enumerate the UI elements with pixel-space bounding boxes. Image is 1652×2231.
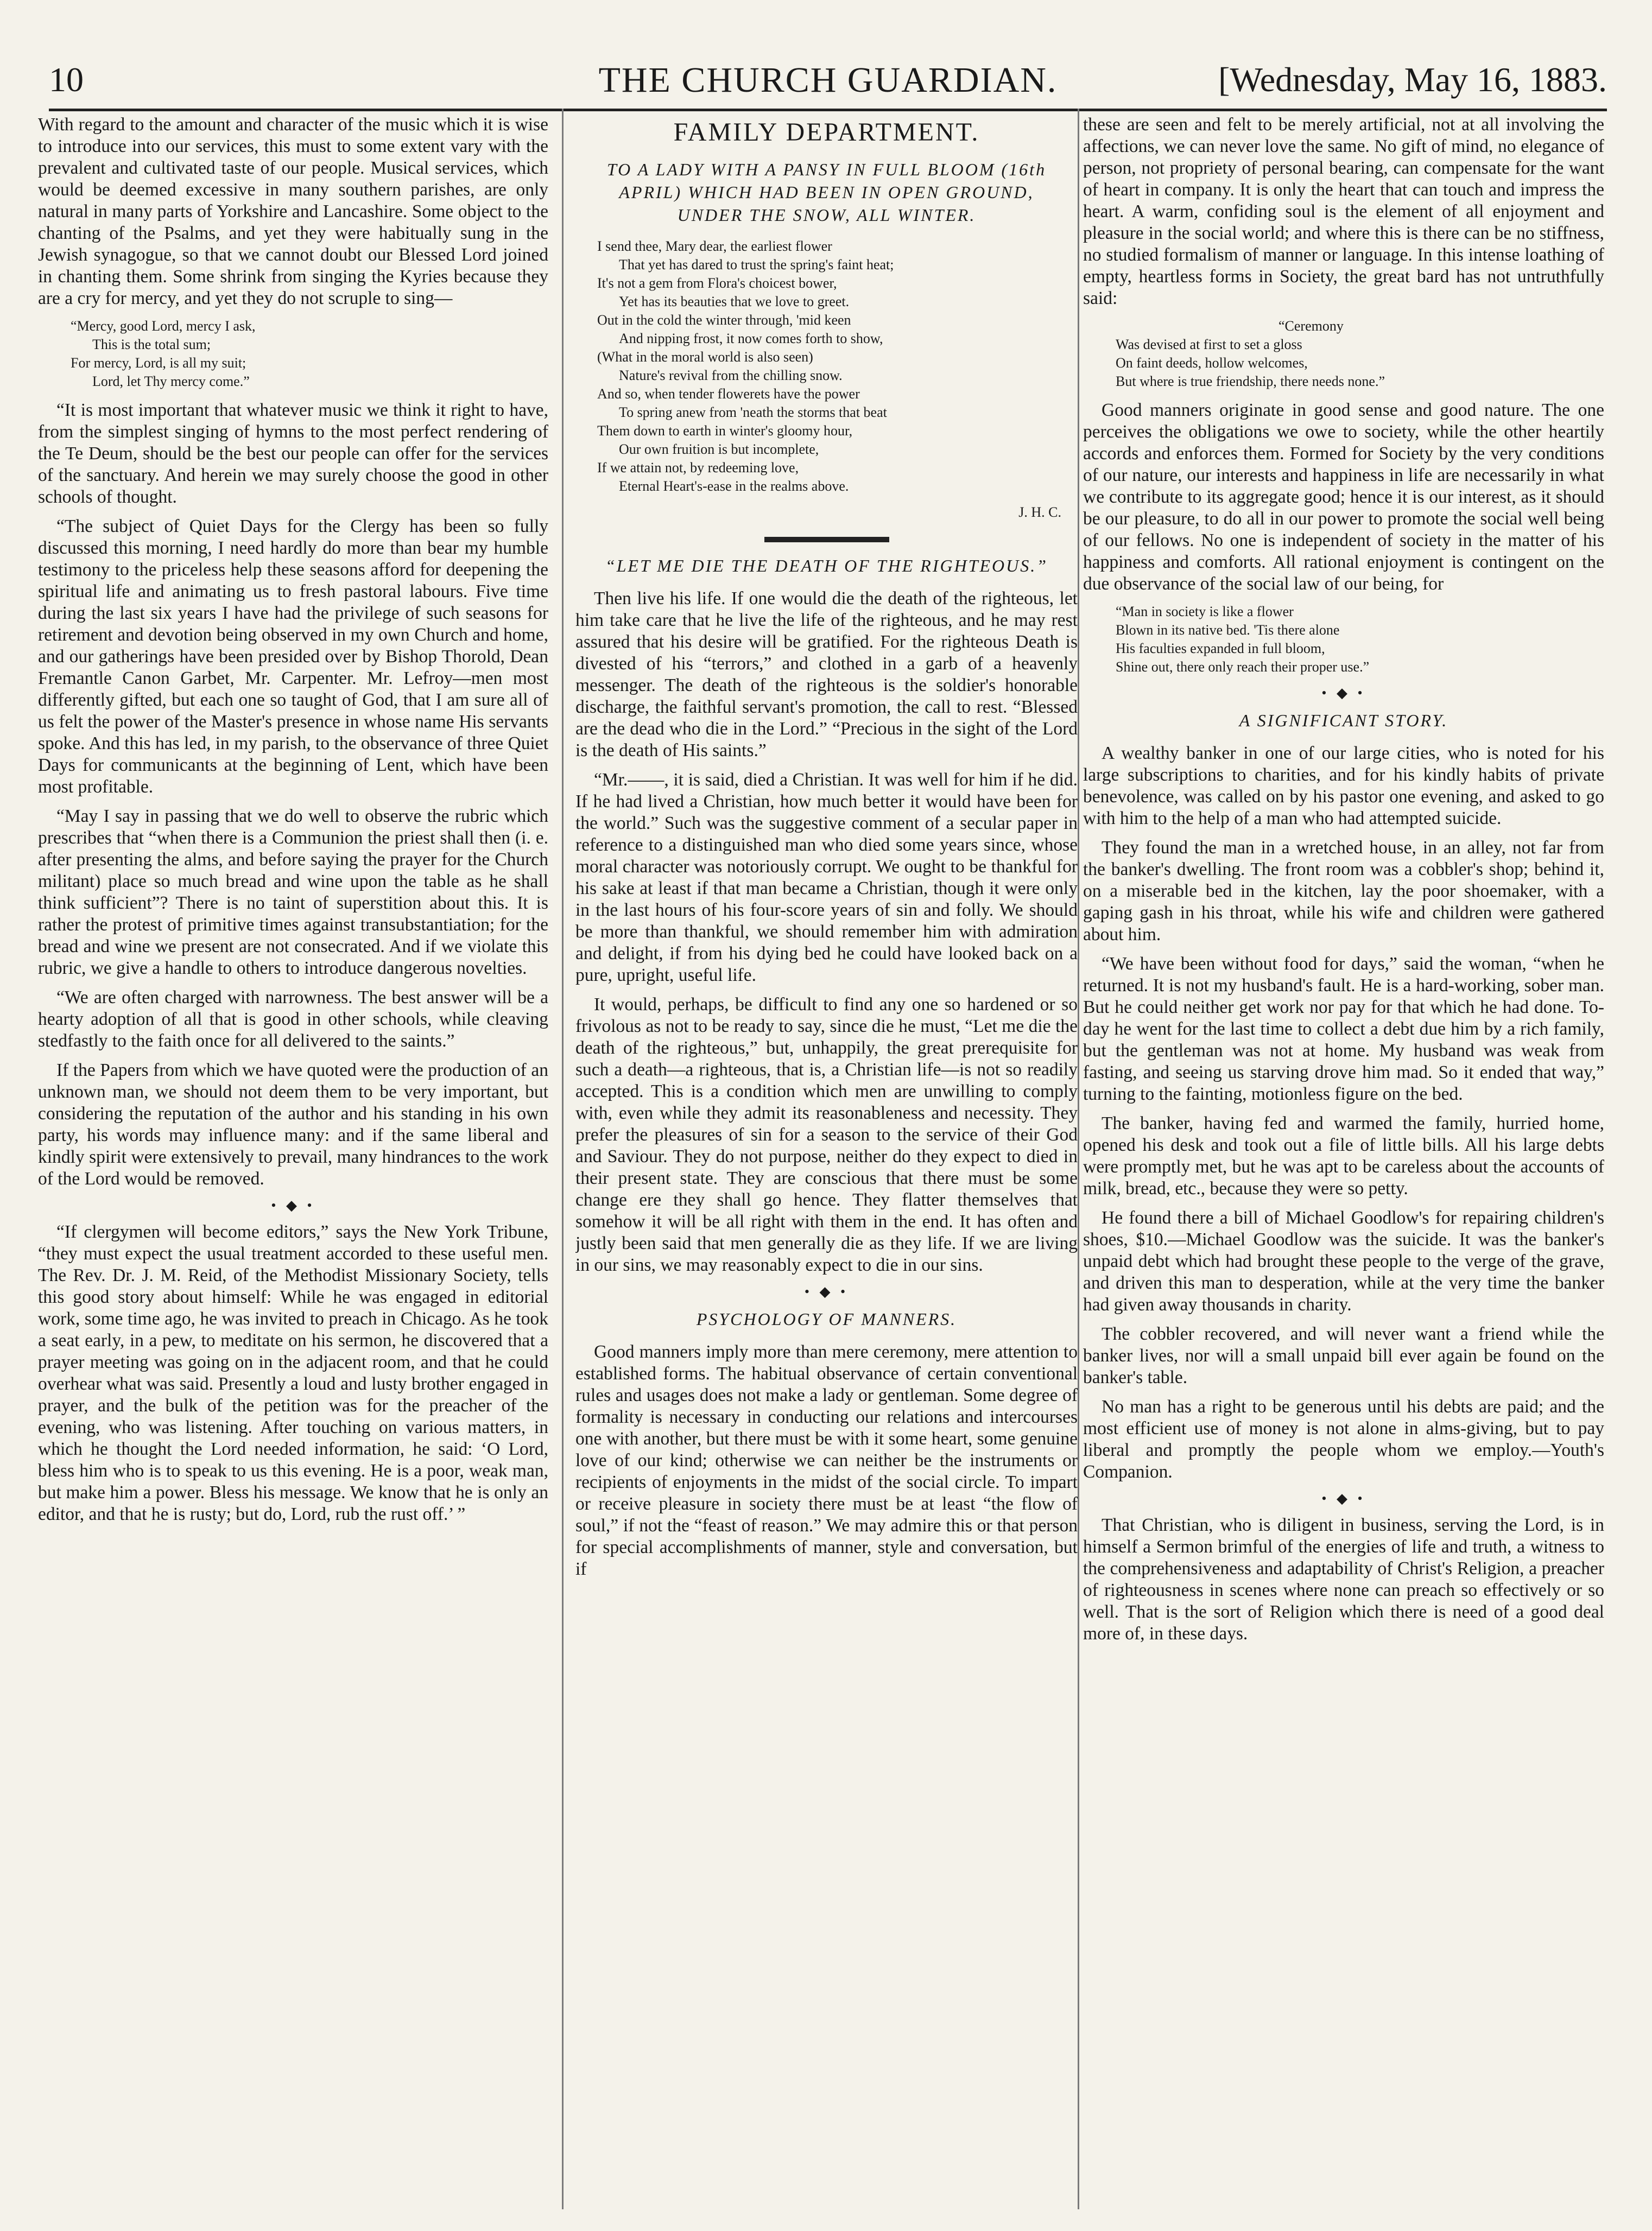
article-paragraph: “We are often charged with narrowness. The best answer will be a hearty adoption of all that is good in other schools, while cleaving stedfastly to the faith once for all delivered to the saints.” (38, 987, 548, 1051)
poem-title: TO A LADY WITH A PANSY IN FULL BLOOM (16th APRIL) WHICH HAD BEEN IN OPEN GROUND, UNDER THE SNOW, ALL WINTER. (606, 160, 1047, 225)
article-paragraph: With regard to the amount and character of the music which it is wise to introduce into our services, this must to some extent vary with the prevalent and cultivated taste of our people. Musical services, which would be deemed excessive in many southern parishes, are only natural in many parts of Yorkshire and Lancashire. Some object to the chanting of the Psalms, and yet they were habitually sung in the Jewish synagogue, so that we cannot doubt our Blessed Lord joined in chanting them. Some shrink from singing the Kyries because they are a cry for mercy, and yet they do not scruple to sing— (38, 115, 548, 308)
section-ornament: • ◆ • (1321, 1491, 1366, 1506)
article-paragraph: “We have been without food for days,” said the woman, “when he returned. It is not my husband's fault. He is a hard-working, sober man. But he could neither get work nor pay for that which he had done. To-day he went for the last time to collect a debt due him by a rich family, but the gentleman was not at home. My husband was weak from fasting, and seeing us starving drove him mad. So it ended that way,” turning to the fainting, motionless figure on the bed. (1083, 954, 1604, 1104)
column-middle (575, 114, 1078, 2209)
poem-line: To spring anew from 'neath the storms that beat (619, 404, 887, 420)
column-right (1083, 114, 1604, 2209)
article-paragraph: “May I say in passing that we do well to observe the rubric which prescribes that “when there is a Communion the priest shall then (i. e. after presenting the alms, and before saying the prayer for the Church militant) place so much bread and wine upon the table as he shall think sufficient”? There is no taint of superstition about this. It is rather the protest of primitive times against transubstantiation; for the bread and wine we present are not consecrated. And if we violate this rubric, we give a handle to others to introduce dangerous novelties. (38, 806, 548, 978)
article-paragraph: Good manners imply more than mere ceremony, mere attention to established forms. The habitual observance of certain conventional rules and usages does not make a lady or gentleman. Some degree of formality is necessary in conducting our relations and intercourses one with another, but there must be with it some heart, some genuine love of our kind; otherwise we can neither be the instruments or recipients of enjoyments in the midst of the social circle. To impart or receive pleasure in society there must be at least “the flow of soul,” if not the “feast of reason.” We may admire this or that person for special accomplishments of manner, style and conversation, but if (575, 1342, 1078, 1579)
verse-line: But where is true friendship, there needs none.” (1116, 373, 1385, 389)
poem-line: (What in the moral world is also seen) (597, 349, 813, 365)
article-paragraph: They found the man in a wretched house, in an alley, not far from the banker's dwelling. The front room was a cobbler's shop; behind it, on a miserable bed in the kitchen, lay the poor shoemaker, with a gaping gash in his throat, while his wife and children were gathered about him. (1083, 838, 1604, 945)
section-title: FAMILY DEPARTMENT. (673, 118, 980, 147)
verse-line: “Mercy, good Lord, mercy I ask, (71, 318, 256, 334)
article-paragraph: “The subject of Quiet Days for the Clergy has been so fully discussed this morning, I need hardly do more than bear my humble testimony to the priceless help these seasons afford for deepening the spiritual life and animating us to fresh pastoral labours. Five time during the last six years I have had the privilege of such seasons for retirement and devotion being observed in my own Church and home, and our gatherings have been presided over by Bishop Thorold, Dean Fremantle Canon Garbet, Mr. Carpenter. Mr. Lefroy—men most differently gifted, but each one so taught of God, that I am sure all of us felt the power of the Master's presence in whose name His servants spoke. And this has led, in my parish, to the observance of three Quiet Days for communicants at the beginning of Lent, which have been most profitable. (38, 516, 548, 797)
verse-line: His faculties expanded in full bloom, (1116, 641, 1325, 656)
verse-line: This is the total sum; (92, 337, 211, 352)
section-ornament: • ◆ • (804, 1284, 849, 1300)
article-heading: A SIGNIFICANT STORY. (1239, 711, 1448, 730)
column-divider (1078, 109, 1079, 2209)
article-paragraph: Then live his life. If one would die the death of the righteous, let him take care that he live the life of the righteous, and he may rest assured that his desire will be gratified. For the righteous Death is divested of his “terrors,” and clothed in a garb of a heavenly messenger. The death of the righteous is the soldier's honorable discharge, the faithful servant's promotion, the call to rest. “Blessed are the dead who die in the Lord.” “Precious in the sight of the Lord is the death of His saints.” (575, 588, 1078, 760)
poem-line: Our own fruition is but incomplete, (619, 441, 819, 457)
poem-line: Yet has its beauties that we love to greet. (619, 294, 850, 309)
article-paragraph: If the Papers from which we have quoted were the production of an unknown man, we should not deem them to be very important, but considering the reputation of the author and his standing in his own party, his words may influence many: and if the same liberal and kindly spirit were extensively to prevail, many hindrances to the work of the Lord would be removed. (38, 1060, 548, 1189)
article-heading: PSYCHOLOGY OF MANNERS. (696, 1309, 957, 1329)
article-paragraph: “Mr.——, it is said, died a Christian. It was well for him if he did. If he had lived a Christian, how much better it would have been for the world.” Such was the suggestive comment of a secular paper in reference to a distinguished man who died some years since, whose moral character was notoriously corrupt. We ought to be thankful for his sake at least if that man became a Christian, though it were only in the last hours of his four-score years of sin and folly. We should be more than thankful, we should remember him with admiration and delight, if from his dying bed he could have looked back on a pure, upright, useful life. (575, 770, 1078, 985)
issue-date: [Wednesday, May 16, 1883. (1218, 60, 1607, 99)
verse-line: For mercy, Lord, is all my suit; (71, 355, 246, 371)
article-heading: “LET ME DIE THE DEATH OF THE RIGHTEOUS.” (605, 556, 1048, 575)
article-paragraph: It would, perhaps, be difficult to find any one so hardened or so frivolous as not to be ready to say, since die he must, “Let me die the death of the righteous,” but, unhappily, the great prerequisite for such a death—a righteous, that is, a Christian life—is not so readily accepted. This is a condition which men are unwilling to comply with, even while they admit its reasonableness and necessity. They prefer the pleasures of sin for a season to the service of their God and Saviour. They do not purpose, neither do they expect to died in their present state. They are conscious that there must be some change ere they shall go hence. They flatter themselves that somehow it will be all right with them in the end. It has often and justly been said that men generally die as they life. If we are living in our sins, we may reasonably expect to die in our sins. (575, 994, 1078, 1275)
article-paragraph: “If clergymen will become editors,” says the New York Tribune, “they must expect the usual treatment accorded to these useful men. The Rev. Dr. J. M. Reid, of the Methodist Missionary Society, tells this good story about himself: While he was engaged in editorial work, some time ago, he was invited to preach in Chicago. As he took a seat early, in a pew, to meditate on his sermon, he discovered that a prayer meeting was going on in the adjacent room, and that he could overhear what was said. Presently a loud and lusty brother engaged in prayer, and the bulk of the petition was for the preacher of the evening, who was listening. After touching on various matters, in which he thought the Lord needed information, he said: ‘O Lord, bless him who is to speak to us this evening. He is a poor, weak man, but make him a power. Bless his message. We know that he is only an editor, and that he is rusty; but do, Lord, rub the rust off.’ ” (38, 1222, 548, 1524)
poem-line: Eternal Heart's-ease in the realms above. (619, 478, 849, 494)
quoted-verse (1116, 317, 1604, 391)
poem-line: It's not a gem from Flora's choicest bower, (597, 275, 837, 291)
page-number: 10 (49, 60, 84, 99)
poem-line: Them down to earth in winter's gloomy hour, (597, 423, 853, 439)
section-rule (764, 537, 889, 542)
column-divider (562, 109, 564, 2209)
section-ornament: • ◆ • (1321, 685, 1366, 701)
verse-line: Was devised at first to set a gloss (1116, 337, 1302, 352)
article-paragraph: these are seen and felt to be merely artificial, not at all involving the affections, we can never love the same. No gift of mind, no elegance of person, not propriety of personal bearing, can compensate for the want of heart in company. It is only the heart that can touch and impress the heart. A warm, confiding soul is the element of all enjoyment and pleasure in the social world; and where this is there can be no stiffness, no studied formalism of manner or language. In this intense loathing of empty, heartless forms in Society, the great bard has not untruthfully said: (1083, 115, 1604, 308)
poem-line: I send thee, Mary dear, the earliest flower (597, 238, 832, 254)
quoted-verse (71, 317, 548, 391)
article-paragraph: Good manners originate in good sense and good nature. The one perceives the obligations we owe to society, while the other heartily accords and enforces them. Formed for Society by the very conditions of our nature, our interests and happiness in life are necessarily in what we contribute to its aggregate good; hence it is our interest, as it should be our pleasure, to do all in our power to promote the social well being of our fellows. No one is independent of society in the matter of his happiness and comforts. All rational enjoyment is contingent on the due observance of the social law of our being, for (1083, 400, 1604, 594)
verse-line: Shine out, there only reach their proper use.” (1116, 659, 1370, 675)
poem-line: And so, when tender flowerets have the power (597, 386, 860, 402)
poem-line: And nipping frost, it now comes forth to show, (619, 331, 883, 346)
poem-line: If we attain not, by redeeming love, (597, 460, 799, 476)
poem-signature: J. H. C. (1018, 504, 1061, 520)
article-paragraph: That Christian, who is diligent in business, serving the Lord, is in himself a Sermon brimful of the energies of life and truth, a witness to the comprehensiveness and adaptability of Christ's Religion, a preacher of righteousness in scenes where none can preach so effectively or so well. That is the sort of Religion which there is need of a good deal more of, in these days. (1083, 1515, 1604, 1644)
section-ornament: • ◆ • (271, 1197, 315, 1213)
newspaper-title: THE CHURCH GUARDIAN. (598, 60, 1058, 100)
column-left (38, 114, 548, 2209)
quoted-verse (1116, 603, 1604, 676)
masthead (49, 38, 1607, 111)
verse-line: “Ceremony (1278, 318, 1344, 334)
poem (597, 237, 1078, 496)
article-paragraph: The cobbler recovered, and will never want a friend while the banker lives, nor will a small unpaid bill ever again be found on the banker's table. (1083, 1324, 1604, 1387)
article-paragraph: The banker, having fed and warmed the family, hurried home, opened his desk and took out a file of little bills. All his large debts were promptly met, but he was apt to be careless about the accounts of milk, bread, etc., because they were so petty. (1083, 1113, 1604, 1199)
verse-line: On faint deeds, hollow welcomes, (1116, 355, 1308, 371)
verse-line: “Man in society is like a flower (1116, 604, 1294, 619)
article-paragraph: “It is most important that whatever music we think it right to have, from the simplest singing of hymns to the most perfect rendering of the Te Deum, should be the best our people can offer for the services of the sanctuary. And herein we may surely choose the good in other schools of thought. (38, 400, 548, 507)
article-paragraph: A wealthy banker in one of our large cities, who is noted for his large subscriptions to charities, and for his kindly habits of private benevolence, was called on by his pastor one evening, and asked to go with him to the help of a man who had attempted suicide. (1083, 743, 1604, 828)
poem-line: Nature's revival from the chilling snow. (619, 367, 843, 383)
poem-line: Out in the cold the winter through, 'mid keen (597, 312, 851, 328)
poem-line: That yet has dared to trust the spring's faint heat; (619, 257, 894, 272)
verse-line: Lord, let Thy mercy come.” (92, 373, 250, 389)
verse-line: Blown in its native bed. 'Tis there alone (1116, 622, 1340, 638)
article-paragraph: He found there a bill of Michael Goodlow's for repairing children's shoes, $10.—Michael Goodlow was the suicide. It was the banker's unpaid debt which had brought these people to the verge of the grave, and driven this man to desperation, while at the very time the banker had given away thousands in charity. (1083, 1208, 1604, 1315)
article-paragraph: No man has a right to be generous until his debts are paid; and the most efficient use of money is not alone in alms-giving, but to pay liberal and promptly the people whom we employ.—Youth's Companion. (1083, 1397, 1604, 1482)
